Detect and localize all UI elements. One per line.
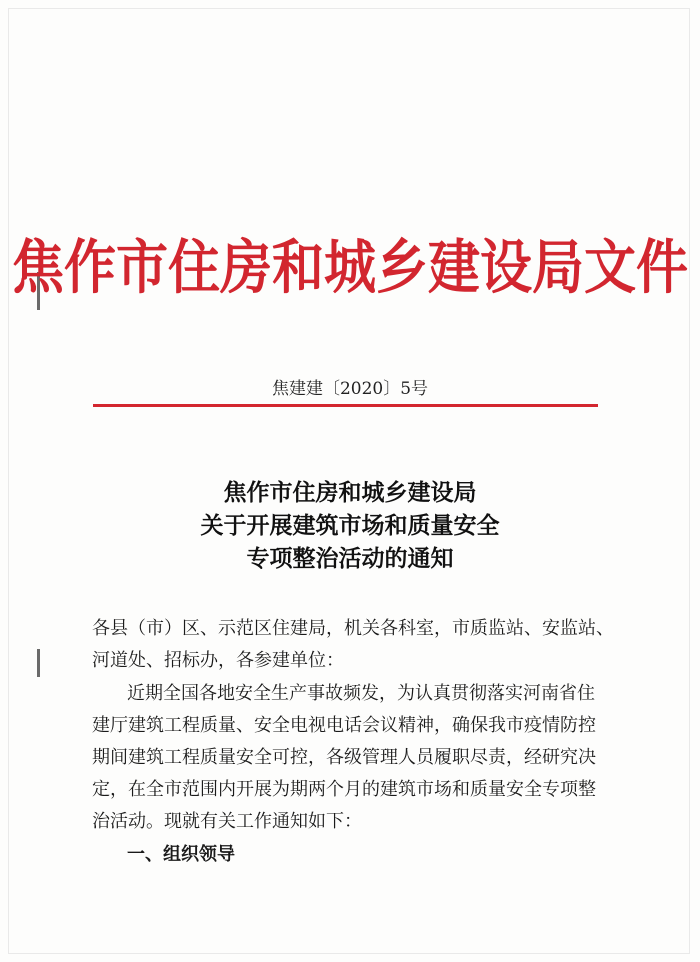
- doc-title-line-1: 焦作市住房和城乡建设局: [223, 479, 477, 506]
- doc-title-line-2: 关于开展建筑市场和质量安全: [200, 512, 500, 539]
- red-separator-line: [93, 404, 598, 407]
- paragraph-line-3: 期间建筑工程质量安全可控，各级管理人员履职尽责，经研究决: [92, 747, 596, 768]
- paragraph-line-1: 近期全国各地安全生产事故频发，为认真贯彻落实河南省住: [127, 683, 595, 704]
- issuer-red-header: 焦作市住房和城乡建设局文件: [11, 233, 688, 302]
- paragraph-line-4: 定，在全市范围内开展为期两个月的建筑市场和质量安全专项整: [92, 779, 596, 800]
- document-number: 焦建建〔2020〕5号: [271, 379, 429, 399]
- paragraph-line-2: 建厅建筑工程质量、安全电视电话会议精神，确保我市疫情防控: [92, 715, 596, 736]
- binding-mark-bottom: [37, 649, 40, 677]
- recipients-line-1: 各县（市）区、示范区住建局，机关各科室，市质监站、安监站、: [92, 618, 614, 639]
- section-heading-1: 一、组织领导: [127, 844, 235, 865]
- recipients-line-2: 河道处、招标办，各参建单位：: [92, 650, 344, 671]
- doc-title-line-3: 专项整治活动的通知: [246, 545, 454, 572]
- paragraph-line-5: 治活动。现就有关工作通知如下：: [92, 811, 362, 832]
